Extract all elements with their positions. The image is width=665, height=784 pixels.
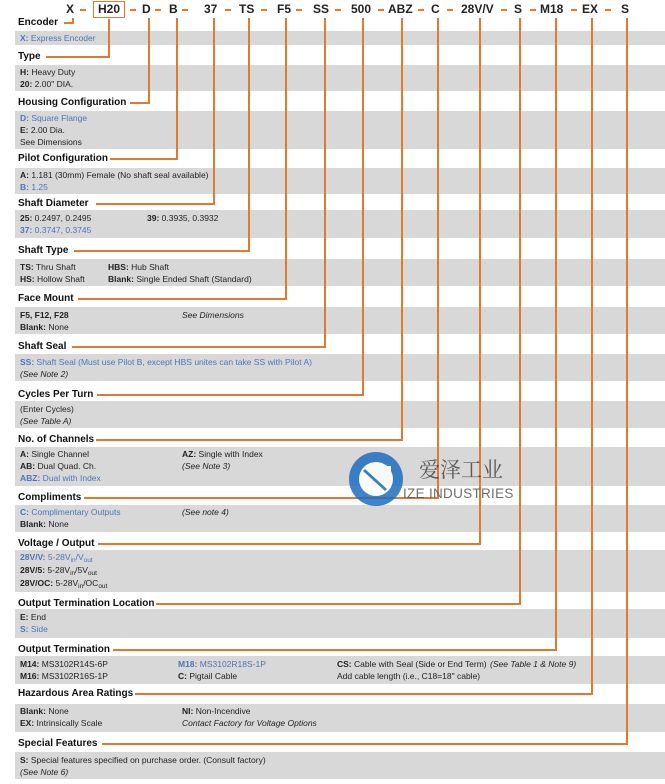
section-title-compliments: Compliments [18, 492, 82, 503]
option-line: (Enter Cycles) [20, 404, 74, 414]
connector-line [591, 18, 593, 694]
section-title-shaft-seal: Shaft Seal [18, 341, 67, 352]
option-line: NI: Non-Incendive [182, 706, 251, 716]
section-title-shaft-diameter: Shaft Diameter [18, 198, 89, 209]
option-line: C: Pigtail Cable [178, 671, 238, 681]
code-dash [571, 9, 577, 11]
code-37: 37 [204, 2, 218, 16]
connector-line [78, 298, 287, 300]
connector-line [148, 18, 150, 103]
code-s: S [514, 2, 523, 16]
option-line: S: Special features specified on purchase order. (Consult factory) [20, 755, 266, 765]
option-line: 25: 0.2497, 0.2495 [20, 213, 92, 223]
section-title-housing: Housing Configuration [18, 97, 127, 108]
option-line: Contact Factory for Voltage Options [182, 718, 317, 728]
code-abz: ABZ [388, 2, 413, 16]
option-line: C: Complimentary Outputs [20, 507, 121, 517]
section-title-termination-location: Output Termination Location [18, 598, 155, 609]
option-line: 28V/OC: $5-28V_{in}/OC_{out}$ [20, 578, 108, 590]
option-line: SS: Shaft Seal (Must use Pilot B, except HBS unites can take SS with Pilot A) [20, 357, 312, 367]
band [15, 31, 665, 45]
code-500: 500 [351, 2, 372, 16]
connector-line [362, 18, 364, 395]
section-title-hazardous: Hazardous Area Ratings [18, 688, 134, 699]
option-line: TS: Thru Shaft [20, 262, 76, 272]
option-line: 39: 0.3935, 0.3932 [147, 213, 219, 223]
connector-line [108, 19, 110, 57]
connector-line [324, 18, 326, 347]
option-line: 28V/5: $5-28V_{in}/5V_{out}$ [20, 565, 97, 577]
option-line: See Dimensions [20, 137, 82, 147]
option-line: F5, F12, F28 [20, 310, 69, 320]
band [15, 609, 665, 638]
option-line: E: 2.00 Dia. [20, 125, 65, 135]
band [15, 65, 665, 91]
connector-line [98, 543, 481, 545]
option-line: CS: Cable with Seal (Side or End Term) [337, 659, 487, 669]
code-dash [155, 9, 161, 11]
connector-line [113, 649, 557, 651]
code-dash [335, 9, 341, 11]
connector-line [213, 18, 215, 204]
option-line: HS: Hollow Shaft [20, 274, 85, 284]
section-title-channels: No. of Channels [18, 434, 95, 445]
band [15, 401, 665, 428]
code-dash [501, 9, 507, 11]
option-line: H: Heavy Duty [20, 67, 76, 77]
code-b: B [169, 2, 178, 16]
connector-line [110, 158, 178, 160]
option-line: E: End [20, 612, 46, 622]
option-line: M16: MS3102R16S-1P [20, 671, 108, 681]
connector-line [135, 693, 593, 695]
option-line: Blank: None [20, 322, 69, 332]
connector-line [437, 18, 439, 498]
connector-line [46, 56, 110, 58]
connector-line [176, 18, 178, 159]
connector-line [130, 102, 150, 104]
section-title-termination: Output Termination [18, 644, 111, 655]
code-c: C [431, 2, 440, 16]
connector-line [626, 18, 628, 744]
section-title-cycles: Cycles Per Turn [18, 389, 94, 400]
option-line: (See note 4) [182, 507, 229, 517]
code-h20: H20 [93, 1, 125, 18]
option-line: M14: MS3102R14S-6P [20, 659, 108, 669]
option-line: Blank: None [20, 519, 69, 529]
option-line: See Dimensions [182, 310, 244, 320]
watermark [345, 448, 535, 510]
connector-line [74, 250, 250, 252]
code-dash [418, 9, 424, 11]
option-line: (See Note 6) [20, 767, 69, 777]
section-title-type: Type [18, 51, 41, 62]
option-line: (See Table 1 & Note 9) [490, 659, 577, 669]
option-line: B: 1.25 [20, 182, 48, 192]
option-line: S: Side [20, 624, 48, 634]
option-line: EX: Intrinsically Scale [20, 718, 103, 728]
section-title-face-mount: Face Mount [18, 293, 74, 304]
section-title-voltage: Voltage / Output [18, 538, 95, 549]
band [15, 307, 665, 334]
option-line: ABZ: Dual with Index [20, 473, 101, 483]
option-line: A: Single Channel [20, 449, 89, 459]
option-line: 37: 0.3747, 0.3745 [20, 225, 92, 235]
connector-line [96, 203, 215, 205]
code-dash [182, 9, 188, 11]
code-dash [261, 9, 267, 11]
option-line: AB: Dual Quad. Ch. [20, 461, 97, 471]
watermark-cn: 爱泽工业 [419, 458, 503, 482]
option-line: 28V/V: $5-28V_{in}/V_{out}$ [20, 552, 93, 564]
connector-line [64, 22, 74, 24]
code-28v: 28V/V [461, 2, 494, 16]
code-dash [130, 9, 136, 11]
connector-line [285, 18, 287, 299]
code-dash [605, 9, 611, 11]
code-dash [447, 9, 453, 11]
option-line: AZ: Single with Index [182, 449, 263, 459]
connector-line [96, 439, 403, 441]
connector-line [401, 18, 403, 440]
code-m18: M18 [540, 2, 564, 16]
section-title-encoder: Encoder [18, 17, 59, 28]
option-line: X: Express Encoder [20, 33, 96, 43]
option-line: (See Note 3) [182, 461, 231, 471]
band [15, 550, 665, 592]
option-line: M18: MS3102R18S-1P [178, 659, 266, 669]
option-line: 20: 2.00" DIA. [20, 79, 74, 89]
code-dash [225, 9, 231, 11]
connector-line [97, 394, 364, 396]
option-line: (See Note 2) [20, 369, 69, 379]
code-ss: SS [313, 2, 330, 16]
option-line: Blank: None [20, 706, 69, 716]
code-dash [378, 9, 384, 11]
connector-line [102, 743, 628, 745]
connector-line [519, 18, 521, 604]
option-line: D: Square Flange [20, 113, 88, 123]
connector-line [156, 603, 521, 605]
option-line: HBS: Hub Shaft [108, 262, 169, 272]
connector-line [72, 346, 326, 348]
option-line: A: 1.181 (30mm) Female (No shaft seal available) [20, 170, 209, 180]
code-dash [80, 9, 86, 11]
code-dash [296, 9, 302, 11]
option-line: (See Table A) [20, 416, 72, 426]
option-line: Add cable length (i.e., C18=18" cable) [337, 671, 481, 681]
band [15, 704, 665, 732]
code-ts: TS [239, 2, 255, 16]
connector-line [248, 18, 250, 251]
connector-line [555, 18, 557, 650]
ize-logo-icon [345, 448, 407, 510]
band [15, 447, 665, 486]
code-dash [530, 9, 536, 11]
section-title-special: Special Features [18, 738, 98, 749]
code-d: D [142, 2, 151, 16]
section-title-pilot: Pilot Configuration [18, 153, 108, 164]
code-ex: EX [582, 2, 599, 16]
watermark-en: IZE INDUSTRIES [403, 486, 514, 501]
option-line: Blank: Single Ended Shaft (Standard) [108, 274, 252, 284]
code-x: X [66, 2, 75, 16]
section-title-shaft-type: Shaft Type [18, 245, 69, 256]
code-f5: F5 [277, 2, 292, 16]
code-s-special: S [621, 2, 630, 16]
band [15, 111, 665, 149]
band [15, 210, 665, 238]
